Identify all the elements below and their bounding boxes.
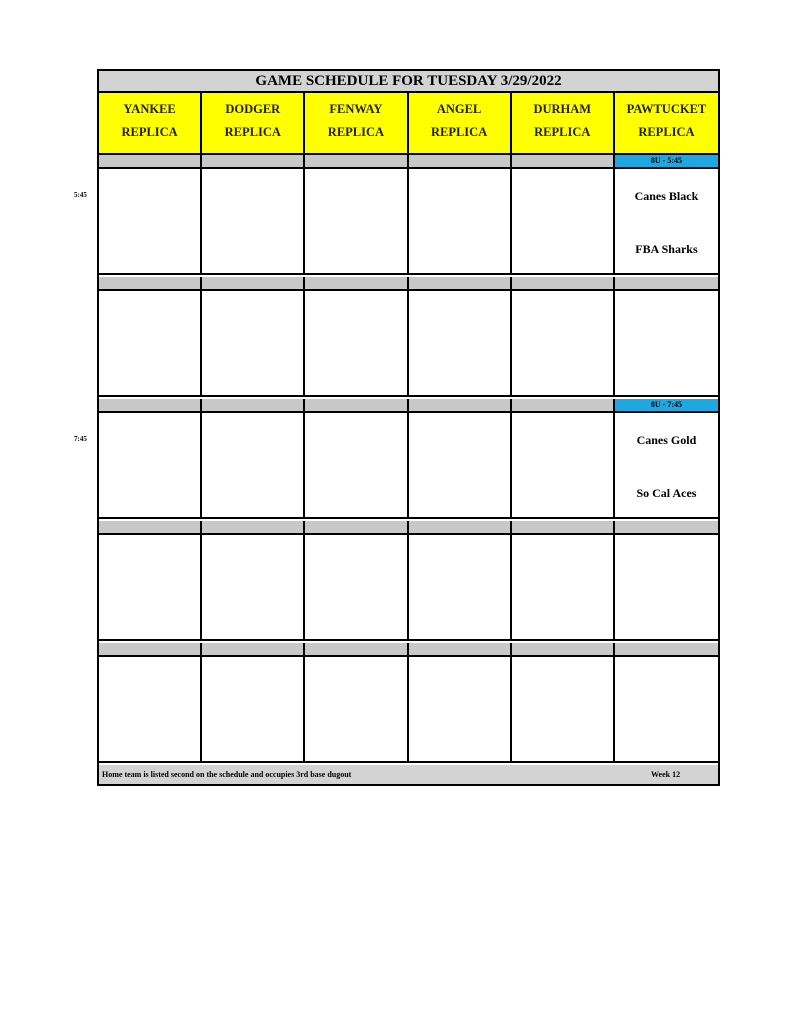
slot-label-cell bbox=[615, 643, 718, 657]
field-name: DODGER bbox=[225, 102, 281, 116]
game-cell bbox=[409, 535, 512, 641]
time-slot-block bbox=[99, 155, 718, 275]
field-type: REPLICA bbox=[327, 125, 385, 139]
slot-time-label: 7:45 bbox=[74, 435, 87, 443]
slot-label-strip bbox=[99, 155, 718, 169]
game-cell bbox=[512, 169, 615, 275]
slot-label-cell bbox=[202, 277, 305, 291]
game-cell bbox=[202, 535, 305, 641]
slot-label-cell bbox=[305, 643, 408, 657]
slot-label-strip bbox=[99, 399, 718, 413]
slot-label-cell bbox=[202, 521, 305, 535]
game-cell bbox=[512, 657, 615, 763]
game-cell bbox=[409, 169, 512, 275]
slot-label-cell bbox=[409, 643, 512, 657]
slot-label-cell bbox=[409, 155, 512, 169]
time-slot-block bbox=[99, 643, 718, 763]
game-cell bbox=[305, 413, 408, 519]
game-cell bbox=[512, 413, 615, 519]
home-team: So Cal Aces bbox=[636, 486, 697, 500]
game-cell bbox=[99, 291, 202, 397]
footer-note: Home team is listed second on the schedule and occupies 3rd base dugout bbox=[102, 770, 352, 779]
slot-label-cell bbox=[202, 643, 305, 657]
slot-label-cell bbox=[512, 521, 615, 535]
time-slot-block bbox=[99, 277, 718, 397]
game-cell bbox=[615, 413, 718, 519]
slot-label-cell bbox=[615, 277, 718, 291]
slot-label-cell bbox=[99, 399, 202, 413]
slot-label-cell bbox=[512, 399, 615, 413]
slot-game-row bbox=[99, 657, 718, 763]
game-cell bbox=[202, 291, 305, 397]
field-header-pawtucket bbox=[615, 93, 718, 155]
game-cell bbox=[409, 413, 512, 519]
field-name: FENWAY bbox=[329, 102, 383, 116]
field-type: REPLICA bbox=[121, 125, 178, 139]
game-cell bbox=[615, 169, 718, 275]
game-cell bbox=[409, 291, 512, 397]
time-slot-block bbox=[99, 399, 718, 519]
slot-game-row bbox=[99, 169, 718, 275]
field-header-fenway bbox=[305, 93, 408, 155]
division-time-badge: 8U - 7:45 bbox=[615, 399, 718, 413]
game-cell bbox=[99, 535, 202, 641]
field-name: YANKEE bbox=[123, 102, 176, 116]
slot-label-cell bbox=[305, 521, 408, 535]
game-cell bbox=[305, 657, 408, 763]
game-cell bbox=[615, 535, 718, 641]
game-cell bbox=[99, 413, 202, 519]
slot-label-cell bbox=[305, 277, 408, 291]
slot-label-cell bbox=[99, 155, 202, 169]
field-type: REPLICA bbox=[224, 125, 281, 139]
slot-label-cell bbox=[512, 277, 615, 291]
game-cell bbox=[305, 169, 408, 275]
slot-label-cell bbox=[99, 643, 202, 657]
slot-game-row bbox=[99, 291, 718, 397]
slot-label-strip bbox=[99, 277, 718, 291]
game-cell bbox=[99, 169, 202, 275]
slot-label-strip bbox=[99, 521, 718, 535]
slot-label-cell bbox=[512, 643, 615, 657]
field-type: REPLICA bbox=[534, 125, 591, 139]
field-name: ANGEL bbox=[436, 102, 482, 116]
slot-label-cell bbox=[409, 399, 512, 413]
game-cell bbox=[512, 291, 615, 397]
field-name: PAWTUCKET bbox=[626, 102, 707, 116]
slot-label-cell bbox=[512, 155, 615, 169]
away-team: Canes Gold bbox=[636, 433, 697, 447]
game-cell bbox=[512, 535, 615, 641]
game-cell bbox=[305, 291, 408, 397]
time-slot-block bbox=[99, 521, 718, 641]
slot-label-cell bbox=[202, 399, 305, 413]
game-cell bbox=[99, 657, 202, 763]
field-header-angel bbox=[409, 93, 512, 155]
game-cell bbox=[615, 291, 718, 397]
week-label: Week 12 bbox=[651, 770, 681, 779]
schedule-sheet bbox=[97, 69, 720, 786]
away-team: Canes Black bbox=[634, 189, 699, 203]
slot-game-row bbox=[99, 535, 718, 641]
game-cell bbox=[305, 535, 408, 641]
slot-label-cell bbox=[615, 521, 718, 535]
slot-label-strip bbox=[99, 643, 718, 657]
game-cell bbox=[409, 657, 512, 763]
schedule-title: GAME SCHEDULE FOR TUESDAY 3/29/2022 bbox=[99, 71, 718, 93]
slot-label-cell bbox=[202, 155, 305, 169]
field-type: REPLICA bbox=[430, 125, 488, 139]
division-time-badge: 8U - 5:45 bbox=[615, 155, 718, 169]
game-cell bbox=[202, 413, 305, 519]
slot-label-cell bbox=[305, 399, 408, 413]
field-header-yankee bbox=[99, 93, 202, 155]
slot-label-cell bbox=[99, 521, 202, 535]
slot-label-cell bbox=[409, 277, 512, 291]
slot-label-cell bbox=[99, 277, 202, 291]
game-cell bbox=[615, 657, 718, 763]
home-team: FBA Sharks bbox=[635, 242, 698, 256]
game-cell bbox=[202, 169, 305, 275]
field-header-durham bbox=[512, 93, 615, 155]
slot-label-cell bbox=[409, 521, 512, 535]
field-header-dodger bbox=[202, 93, 305, 155]
game-cell bbox=[202, 657, 305, 763]
field-name: DURHAM bbox=[533, 102, 592, 116]
slot-time-label: 5:45 bbox=[74, 191, 87, 199]
field-type: REPLICA bbox=[638, 125, 695, 139]
slot-label-cell bbox=[305, 155, 408, 169]
schedule-footer bbox=[99, 765, 718, 784]
slot-game-row bbox=[99, 413, 718, 519]
field-header-row bbox=[99, 93, 718, 155]
